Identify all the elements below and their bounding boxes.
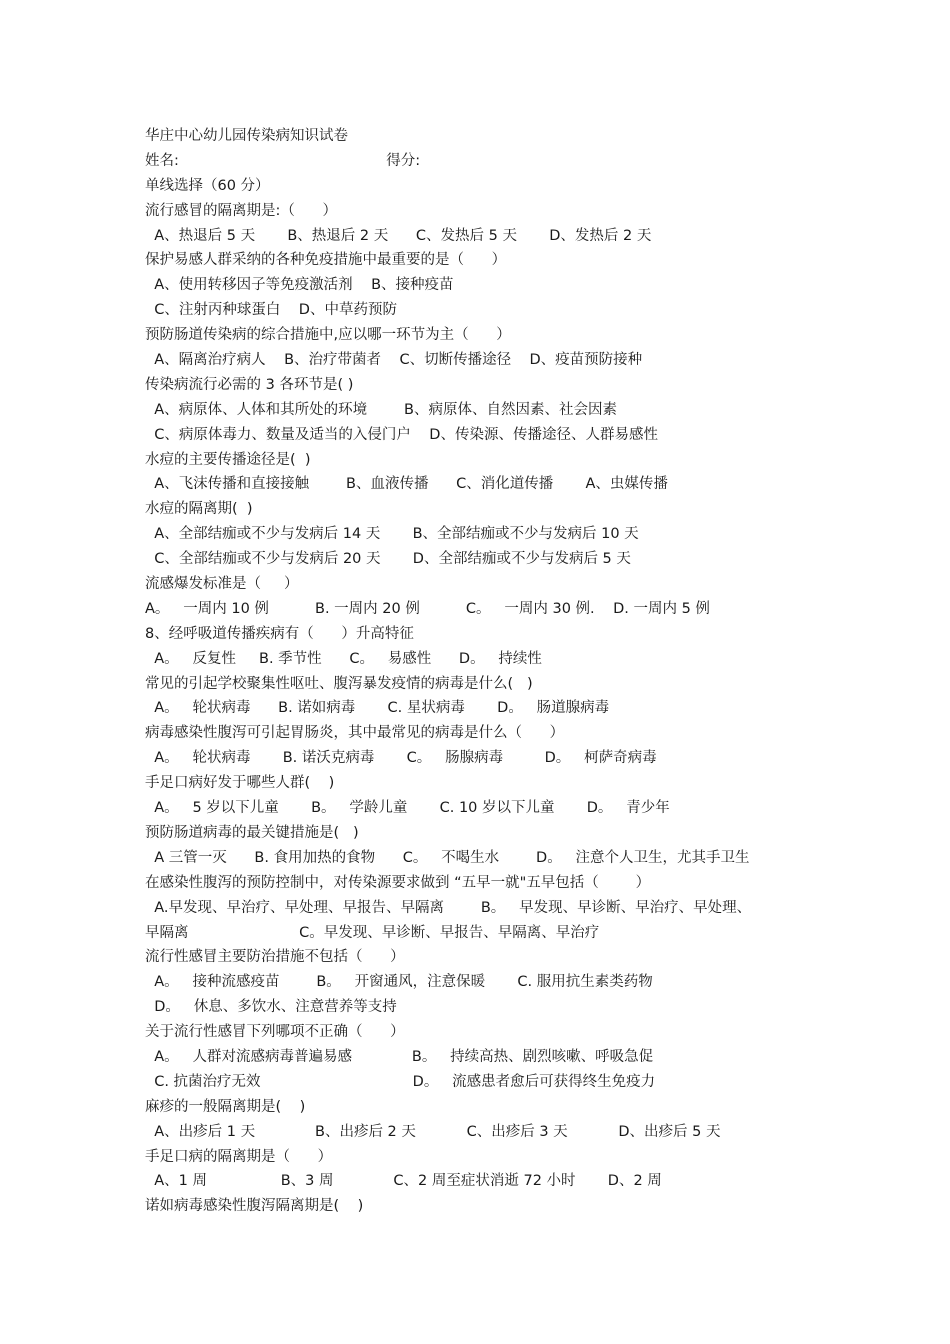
text-line: A、使用转移因子等免疫激活剂 B、接种疫苗 <box>145 277 454 294</box>
text-line: A、隔离治疗病人 B、治疗带菌者 C、切断传播途径 D、疫苗预防接种 <box>145 352 643 369</box>
text-line: A、1 周 B、3 周 C、2 周至症状消逝 72 小时 D、2 周 <box>145 1173 662 1190</box>
text-line: 手足口病好发于哪些人群( ) <box>145 775 335 792</box>
text-line: C、病原体毒力、数量及适当的入侵门户 D、传染源、传播途径、人群易感性 <box>145 426 658 443</box>
text-line: 单线选择（60 分） <box>145 177 270 194</box>
text-line: 保护易感人群采纳的各种免疫措施中最重要的是（ ） <box>145 252 507 269</box>
document-title: 华庄中心幼儿园传染病知识试卷 <box>145 128 348 144</box>
text-line: A。 接种流感疫苗 B。 开窗通风，注意保暖 C. 服用抗生素类药物 <box>145 974 653 991</box>
text-line: C、注射丙种球蛋白 D、中草药预防 <box>145 302 397 319</box>
text-line: A。 5 岁以下儿童 B。 学龄儿童 C. 10 岁以下儿童 D。 青少年 <box>145 800 670 817</box>
text-line: C、全部结痂或不少与发病后 20 天 D、全部结痂或不少与发病后 5 天 <box>145 551 631 568</box>
text-line: 姓名: 得分: <box>145 152 421 169</box>
text-line: 诺如病毒感染性腹泻隔离期是( ) <box>145 1198 364 1215</box>
text-line: A。 一周内 10 例 B. 一周内 20 例 C。 一周内 30 例. D. 一周内 5 例 <box>145 600 710 617</box>
text-line: A、全部结痂或不少与发病后 14 天 B、全部结痂或不少与发病后 10 天 <box>145 526 639 543</box>
text-line: A、飞沫传播和直接接触 B、血液传播 C、消化道传播 A、虫媒传播 <box>145 476 668 493</box>
text-line: D。 休息、多饮水、注意营养等支持 <box>145 999 397 1016</box>
text-line: 预防肠道病毒的最关键措施是( ) <box>145 824 359 841</box>
text-line: A.早发现、早治疗、早处理、早报告、早隔离 B。 早发现、早诊断、早治疗、早处理、 <box>145 899 752 916</box>
exam-document <box>145 124 835 1219</box>
text-line: 预防肠道传染病的综合措施中,应以哪一环节为主（ ） <box>145 327 511 344</box>
text-line: 常见的引起学校聚集性呕吐、腹泻暴发疫情的病毒是什么( ) <box>145 675 533 692</box>
text-line: 流行性感冒主要防治措施不包括（ ） <box>145 949 405 966</box>
text-line: 关于流行性感冒下列哪项不正确（ ） <box>145 1024 405 1041</box>
text-line: A。 人群对流感病毒普遍易感 B。 持续高热、剧烈咳嗽、呼吸急促 <box>145 1048 654 1065</box>
text-line: A。 轮状病毒 B. 诺沃克病毒 C。 肠腺病毒 D。 柯萨奇病毒 <box>145 750 657 767</box>
text-line: 水痘的隔离期( ) <box>145 501 253 518</box>
text-line: A、热退后 5 天 B、热退后 2 天 C、发热后 5 天 D、发热后 2 天 <box>145 227 652 244</box>
text-line: 早隔离 C。早发现、早诊断、早报告、早隔离、早治疗 <box>145 924 600 941</box>
text-line: 在感染性腹泻的预防控制中，对传染源要求做到 “五早一就"五早包括（ ） <box>145 874 651 891</box>
text-line: A。 反复性 B. 季节性 C。 易感性 D。 持续性 <box>145 650 542 667</box>
text-line: 传染病流行必需的 3 各环节是( ) <box>145 376 354 393</box>
text-line: 流行感冒的隔离期是:（ ） <box>145 202 338 219</box>
text-line: A 三管一灭 B. 食用加热的食物 C。 不喝生水 D。 注意个人卫生，尤其手卫生 <box>145 849 750 866</box>
text-line: 麻疹的一般隔离期是( ) <box>145 1098 306 1115</box>
text-line: 水痘的主要传播途径是( ) <box>145 451 311 468</box>
text-line: 流感爆发标准是（ ） <box>145 576 299 593</box>
text-line: A。 轮状病毒 B. 诺如病毒 C. 星状病毒 D。 肠道腺病毒 <box>145 700 610 717</box>
text-line: A、出疹后 1 天 B、出疹后 2 天 C、出疹后 3 天 D、出疹后 5 天 <box>145 1123 721 1140</box>
text-line: C. 抗菌治疗无效 D。 流感患者愈后可获得终生免疫力 <box>145 1073 656 1090</box>
text-line: 8、经呼吸道传播疾病有（ ）升高特征 <box>145 625 414 642</box>
text-line: 手足口病的隔离期是（ ） <box>145 1148 333 1165</box>
text-line: 病毒感染性腹泻可引起胃肠炎，其中最常见的病毒是什么（ ） <box>145 725 565 742</box>
text-line: A、病原体、人体和其所处的环境 B、病原体、自然因素、社会因素 <box>145 401 617 418</box>
